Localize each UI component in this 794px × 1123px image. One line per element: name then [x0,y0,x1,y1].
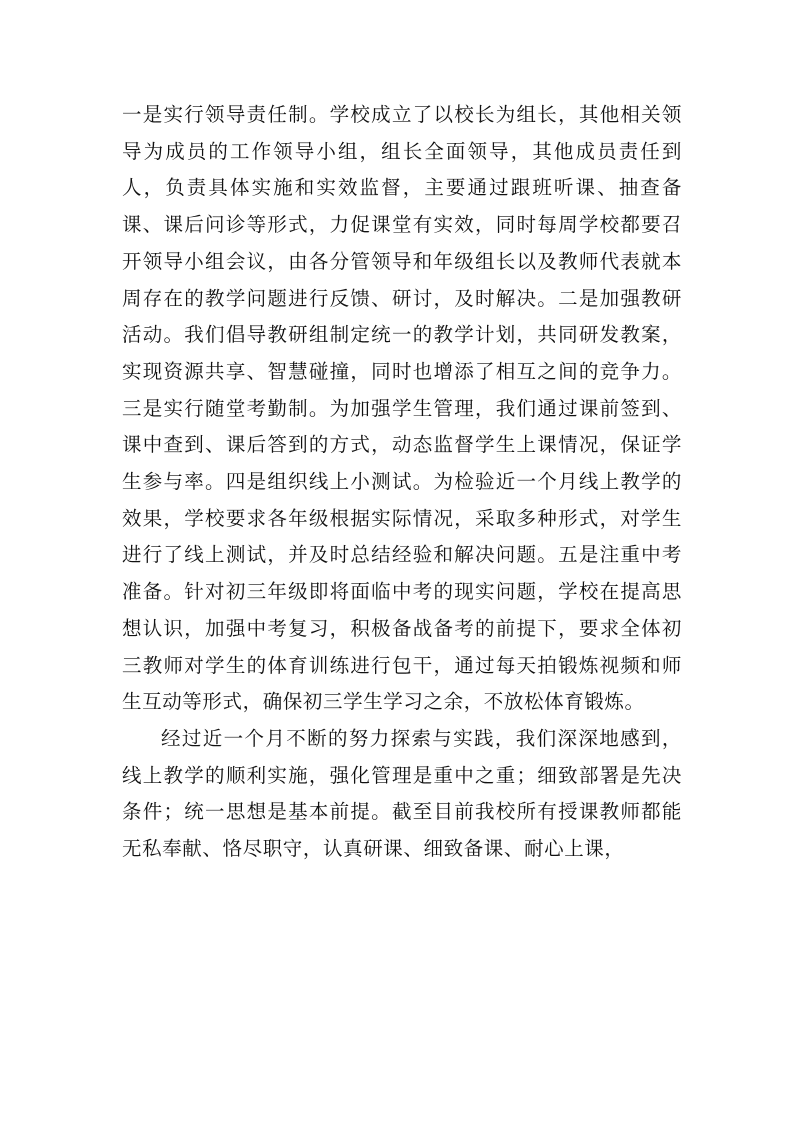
paragraph-leadership-measures: 一是实行领导责任制。学校成立了以校长为组长，其他相关领导为成员的工作领导小组，组长全面领导，其他成员责任到人，负责具体实施和实效监督，主要通过跟班听课、抽查备课、课后问诊等形式，力促课堂有实效，同时每周学校都要召开领导小组会议，由各分管领导和年级组长以及教师代表就本周存在的教学问题进行反馈、研讨，及时解决。二是加强教研活动。我们倡导教研组制定统一的教学计划，共同研发教案，实现资源共享、智慧碰撞，同时也增添了相互之间的竞争力。三是实行随堂考勤制。为加强学生管理，我们通过课前签到、课中查到、课后答到的方式，动态监督学生上课情况，保证学生参与率。四是组织线上小测试。为检验近一个月线上教学的效果，学校要求各年级根据实际情况，采取多种形式，对学生进行了线上测试，并及时总结经验和解决问题。五是注重中考准备。针对初三年级即将面临中考的现实问题，学校在提高思想认识，加强中考复习，积极备战备考的前提下，要求全体初三教师对学生的体育训练进行包干，通过每天拍锻炼视频和师生互动等形式，确保初三学生学习之余，不放松体育锻炼。 [122,103,682,714]
paragraph-experience-summary: 经过近一个月不断的努力探索与实践，我们深深地感到，线上教学的顺利实施，强化管理是重中之重；细致部署是先决条件；统一思想是基本前提。截至目前我校所有授课教师都能无私奉献、恪尽职守，认真研课、细致备课、耐心上课， [122,726,682,861]
document-body [122,97,682,868]
